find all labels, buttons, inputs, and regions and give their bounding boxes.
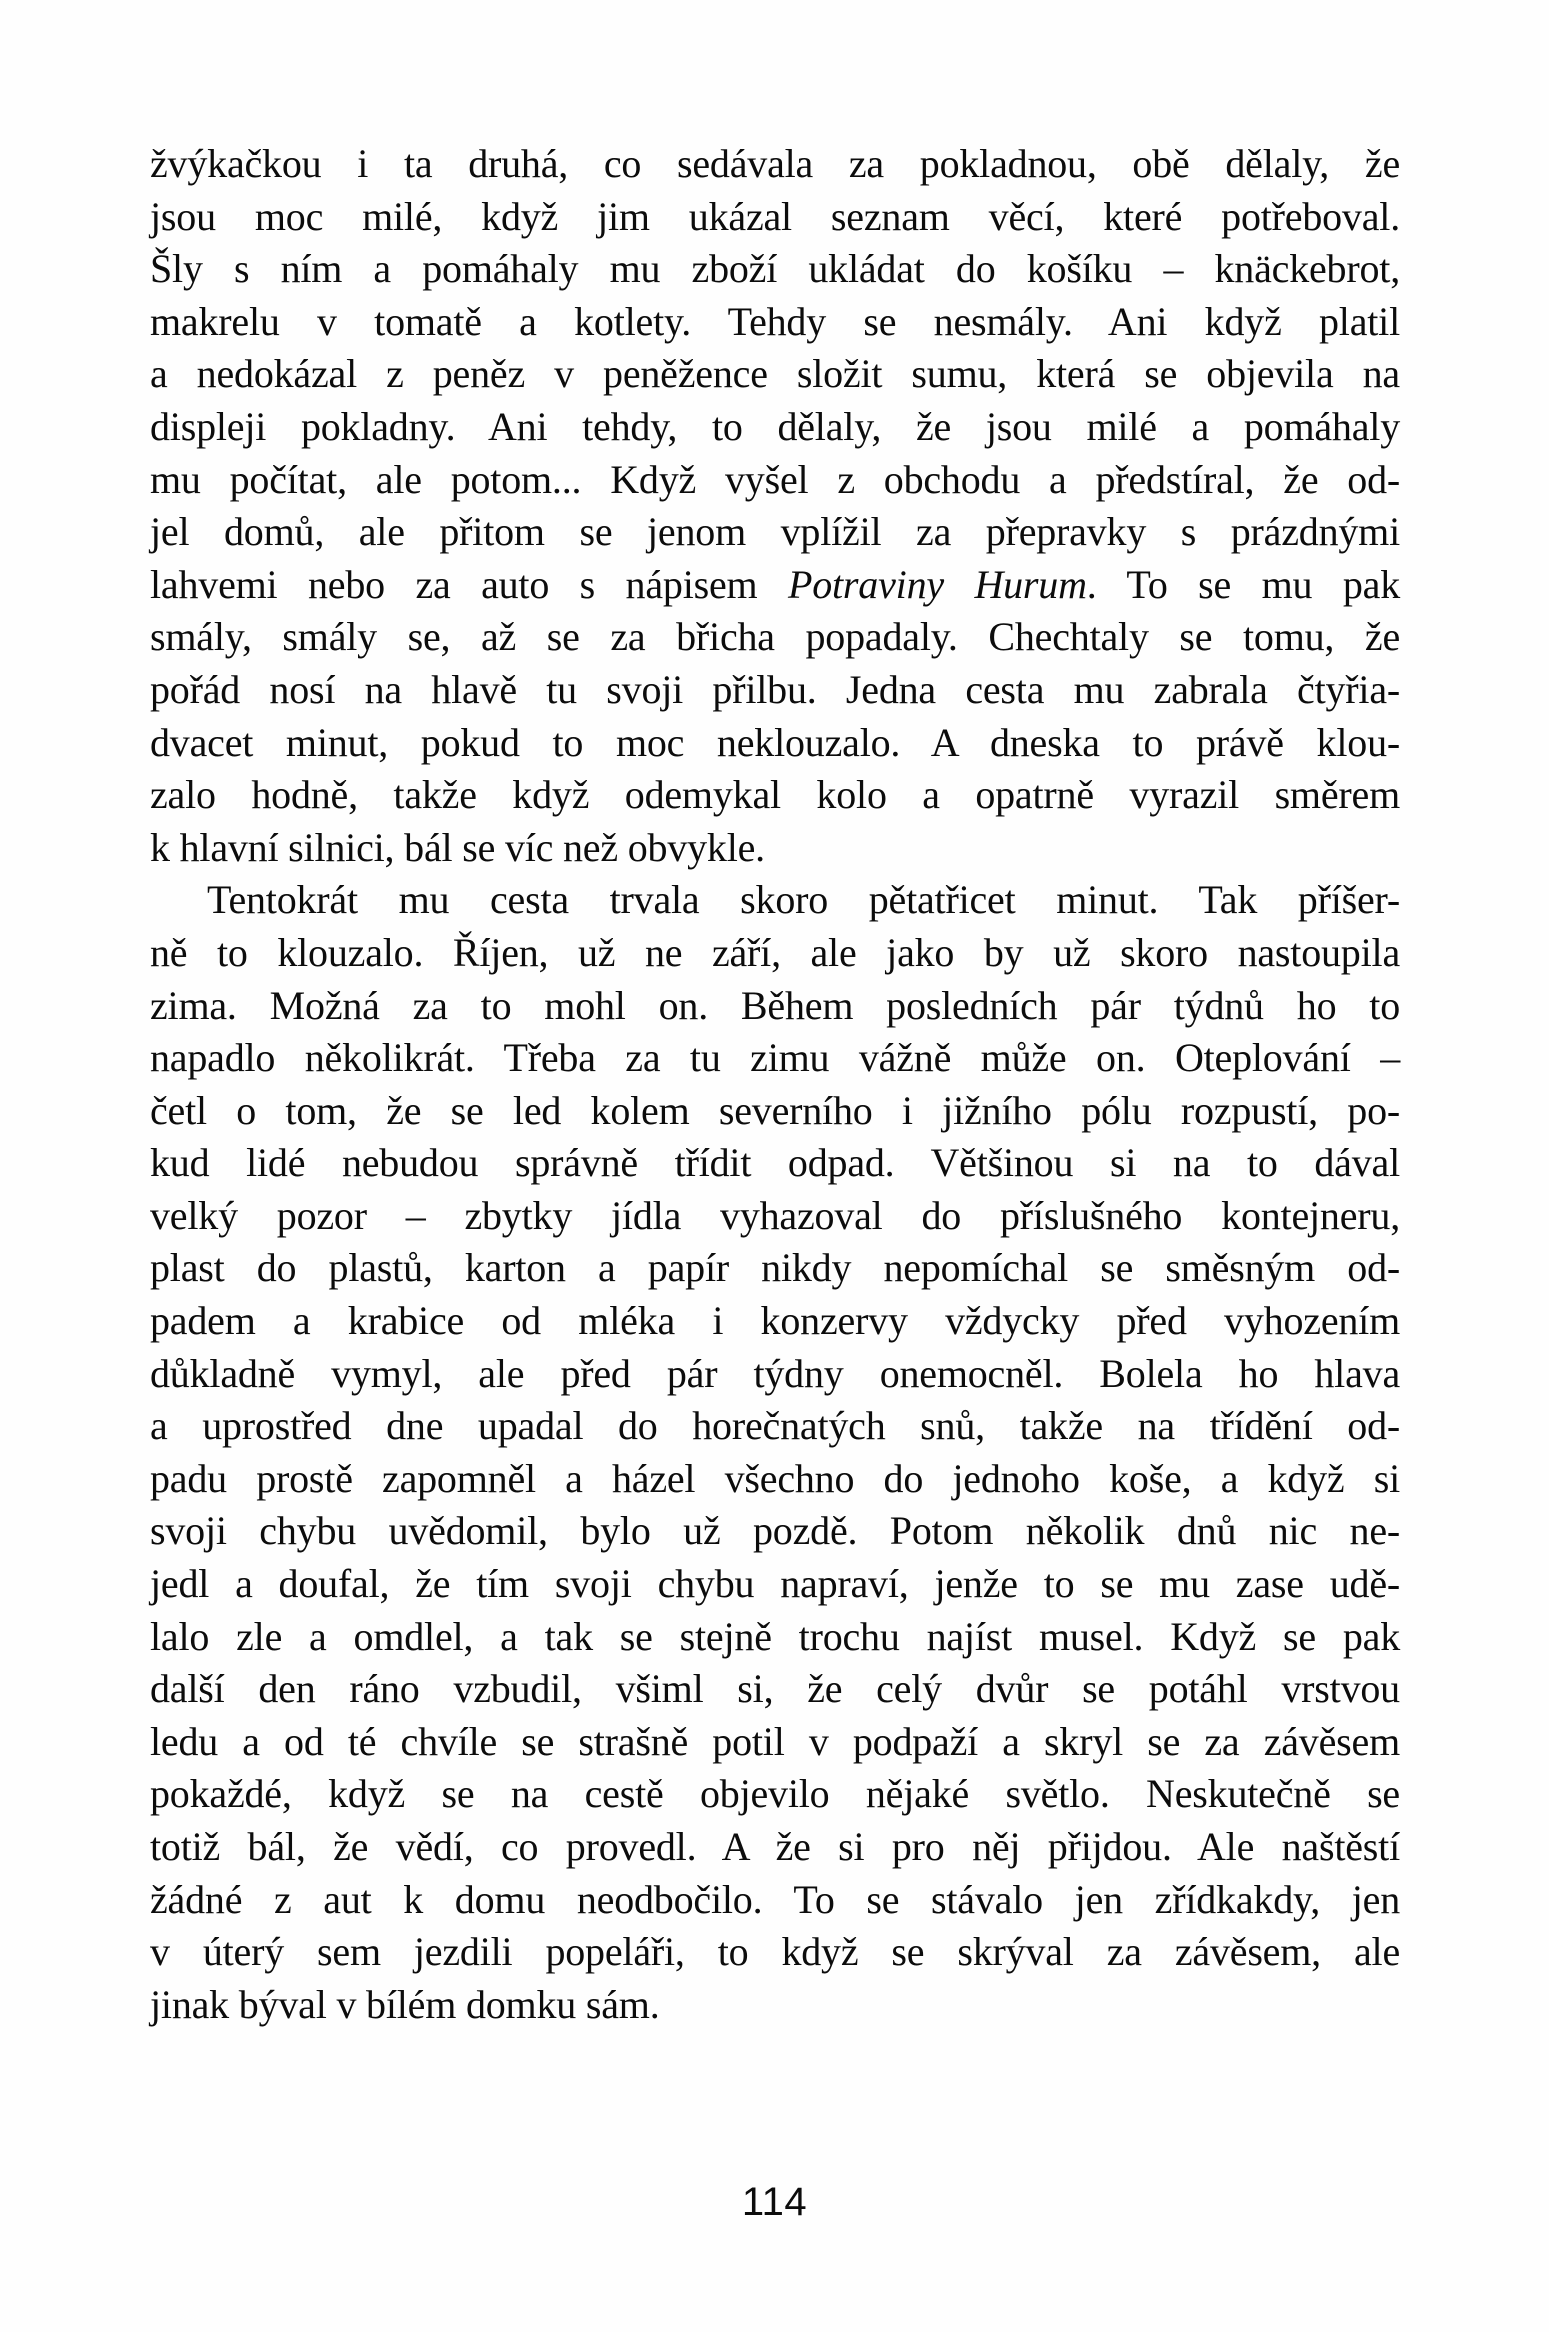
text-line: k hlavní silnici, bál se víc než obvykle. — [150, 824, 765, 870]
text-line: další den ráno vzbudil, všiml si, že celý dvůr se potáhl vrstvou — [150, 1666, 1400, 1712]
text-line: totiž bál, že vědí, co provedl. A že si pro něj přijdou. Ale naštěstí — [150, 1824, 1400, 1869]
text-line: žádné z aut k domu neodbočilo. To se stávalo jen zřídkakdy, jen — [150, 1876, 1400, 1922]
page-footer — [0, 2180, 1549, 2225]
text-line: Tentokrát mu cesta trvala skoro pětatřicet minut. Tak příšer- — [207, 877, 1400, 923]
text-line: velký pozor – zbytky jídla vyhazoval do příslušného kontejneru, — [150, 1192, 1400, 1238]
text-line: jinak býval v bílém domku sám. — [150, 1981, 660, 2027]
text-line: padu prostě zapomněl a házel všechno do jednoho koše, a když si — [150, 1455, 1400, 1501]
text-line: a nedokázal z peněz v peněžence složit sumu, která se objevila na — [150, 351, 1400, 397]
text-line: padem a krabice od mléka i konzervy vždycky před vyhozením — [150, 1298, 1400, 1344]
text-line: pokaždé, když se na cestě objevilo nějaké světlo. Neskutečně se — [150, 1771, 1400, 1817]
italic-phrase: Potraviny Hurum — [787, 561, 1087, 607]
paragraph — [150, 874, 1400, 2031]
text-line: zalo hodně, takže když odemykal kolo a opatrně vyrazil směrem — [150, 772, 1400, 818]
text-line: důkladně vymyl, ale před pár týdny onemocněl. Bolela ho hlava — [150, 1350, 1400, 1396]
text-segment: lahvemi nebo za auto s nápisem — [150, 561, 788, 607]
text-line: smály, smály se, až se za břicha popadaly. Chechtaly se tomu, že — [150, 614, 1400, 660]
text-line: makrelu v tomatě a kotlety. Tehdy se nesmály. Ani když platil — [150, 298, 1400, 344]
text-line: kud lidé nebudou správně třídit odpad. Většinou si na to dával — [150, 1140, 1400, 1186]
text-line: mu počítat, ale potom... Když vyšel z obchodu a předstíral, že od- — [150, 456, 1400, 502]
text-line: ledu a od té chvíle se strašně potil v podpaží a skryl se za závěsem — [150, 1718, 1400, 1764]
text-line: dvacet minut, pokud to moc neklouzalo. A dneska to právě klou- — [150, 719, 1400, 765]
text-line: v úterý sem jezdili popeláři, to když se skrýval za závěsem, ale — [150, 1929, 1400, 1975]
page-number: 114 — [741, 2180, 808, 2224]
text-line: žvýkačkou i ta druhá, co sedávala za pokladnou, obě dělaly, že — [150, 141, 1400, 186]
text-line: displeji pokladny. Ani tehdy, to dělaly, že jsou milé a pomáhaly — [150, 403, 1400, 449]
text-line: četl o tom, že se led kolem severního i jižního pólu rozpustí, po- — [150, 1087, 1400, 1133]
text-line: zima. Možná za to mohl on. Během posledních pár týdnů ho to — [150, 982, 1400, 1028]
text-line: napadlo několikrát. Třeba za tu zimu vážně může on. Oteplování – — [150, 1035, 1400, 1081]
text-line — [150, 559, 1400, 612]
text-line: a uprostřed dne upadal do horečnatých snů, takže na třídění od- — [150, 1403, 1400, 1449]
text-block — [150, 138, 1400, 2031]
text-segment: . To se mu pak — [1086, 561, 1400, 607]
text-line: jsou moc milé, když jim ukázal seznam věcí, které potřeboval. — [150, 193, 1400, 239]
paragraph — [150, 138, 1400, 874]
text-line: plast do plastů, karton a papír nikdy nepomíchal se směsným od- — [150, 1245, 1400, 1291]
text-line: pořád nosí na hlavě tu svoji přilbu. Jedna cesta mu zabrala čtyřia- — [150, 666, 1400, 712]
text-line: ně to klouzalo. Říjen, už ne září, ale jako by už skoro nastoupila — [150, 929, 1400, 975]
text-line: svoji chybu uvědomil, bylo už pozdě. Potom několik dnů nic ne- — [150, 1508, 1400, 1554]
text-line: Šly s ním a pomáhaly mu zboží ukládat do košíku – knäckebrot, — [150, 246, 1400, 292]
text-line: lalo zle a omdlel, a tak se stejně trochu najíst musel. Když se pak — [150, 1613, 1400, 1659]
text-line: jedl a doufal, že tím svoji chybu napraví, jenže to se mu zase udě- — [150, 1561, 1400, 1607]
text-line: jel domů, ale přitom se jenom vplížil za přepravky s prázdnými — [150, 509, 1400, 555]
